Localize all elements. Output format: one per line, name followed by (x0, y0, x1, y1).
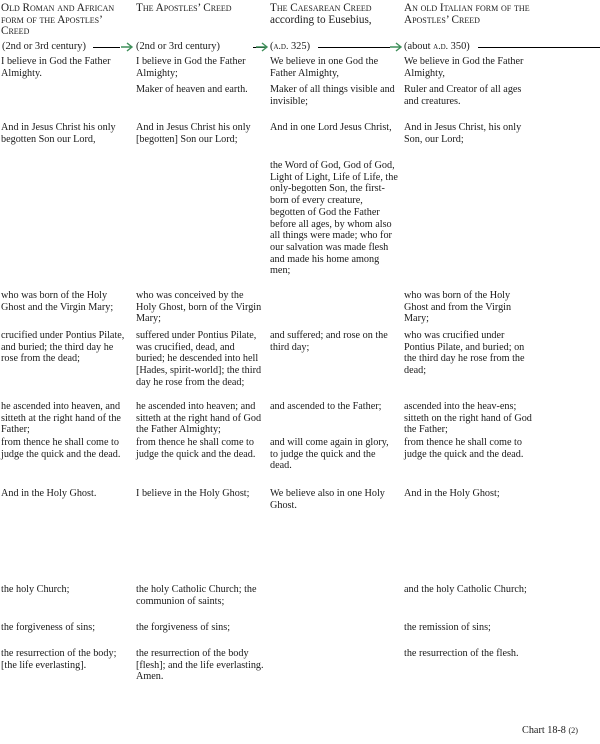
creed-text-caesarean: and ascended to the Father; (270, 401, 382, 412)
date-caesarean-era: a.d. (273, 41, 289, 52)
creed-text-old-roman: the holy Church; (1, 584, 70, 595)
creed-text-apostles: the holy Catholic Church; the communion of saints; (136, 584, 257, 607)
creed-text-old-italian: Ruler and Creator of all ages and creatures. (404, 84, 522, 107)
creed-text-old-roman: the resurrection of the body; [the life everlasting]. (1, 648, 117, 671)
arrow-right-icon (255, 40, 269, 54)
creed-text-old-roman: I believe in God the Father Almighty. (1, 56, 111, 79)
creed-text-apostles: from thence he shall come to judge the quick and the dead. (136, 437, 256, 460)
date-caesarean-prefix: ( (270, 41, 274, 52)
chart-footer (522, 725, 578, 736)
creed-text-apostles: the forgiveness of sins; (136, 622, 231, 633)
creed-text-caesarean: We believe also in one Holy Ghost. (270, 488, 385, 511)
column-heading-caesarean (270, 3, 400, 26)
creed-text-apostles: I believe in the Holy Ghost; (136, 488, 250, 499)
column-heading-old-italian: An old Italian form of the Apostles’ Creed (404, 2, 530, 26)
caesarean-title: The Caesarean Creed (270, 2, 372, 14)
creed-text-caesarean: the Word of God, God of God, Light of Light, Life of Life, the only-begotten Son, the first-born of every creature, begotten of God the Father before all ages, by whom also all things were made; who for our salvation was made flesh and made his home among men; (270, 160, 398, 277)
creed-text-caesarean: and suffered; and rose on the third day; (270, 330, 388, 353)
column-heading-old-roman: Old Roman and African form of the Apostles’ Creed (1, 2, 115, 38)
creed-text-apostles: the resurrection of the body [flesh]; and the life everlasting. Amen. (136, 648, 264, 683)
creed-text-old-roman: the forgiveness of sins; (1, 622, 96, 633)
column-heading-apostles: The Apostles’ Creed (136, 2, 232, 14)
caesarean-subtitle: according to Eusebius, (270, 13, 372, 26)
arrow-right-icon (120, 40, 134, 54)
header-rule (318, 47, 390, 48)
creed-text-old-italian: who was crucified under Pontius Pilate, and buried; on the third day he rose from the dead; (404, 330, 525, 377)
creed-text-old-italian: And in Jesus Christ, his only Son, our Lord; (404, 122, 522, 145)
date-italian-era: a.d. (433, 41, 449, 52)
creed-text-old-roman: who was born of the Holy Ghost and the Virgin Mary; (1, 290, 114, 313)
creed-text-old-italian: the remission of sins; (404, 622, 491, 633)
creed-text-old-italian: the resurrection of the flesh. (404, 648, 519, 659)
creed-text-old-roman: he ascended into heaven, and sitteth at the right hand of the Father; (1, 401, 121, 436)
creed-text-old-italian: ascended into the heav-ens; sitteth on the right hand of God the Father; (404, 401, 532, 436)
date-old-italian (404, 41, 470, 52)
creed-text-old-roman: And in the Holy Ghost. (1, 488, 97, 499)
date-italian-rest: 350) (448, 41, 470, 52)
creed-text-old-roman: crucified under Pontius Pilate, and buried; the third day he rose from the dead; (1, 330, 125, 365)
creed-text-caesarean: We believe in one God the Father Almighty, (270, 56, 379, 79)
creed-text-caesarean: And in one Lord Jesus Christ, (270, 122, 392, 133)
creed-text-apostles: suffered under Pontius Pilate, was crucified, dead, and buried; he descended into hell [Hades, spirit-world]; the third day he rose from the dead; (136, 330, 262, 388)
creed-text-caesarean: Maker of all things visible and invisible; (270, 84, 395, 107)
header-rule (478, 47, 600, 48)
creed-text-old-italian: We believe in God the Father Almighty, (404, 56, 524, 79)
date-caesarean-rest: 325) (288, 41, 311, 52)
creed-text-caesarean: and will come again in glory, to judge the quick and the dead. (270, 437, 389, 472)
date-apostles: (2nd or 3rd century) (136, 41, 220, 52)
arrow-right-icon (389, 40, 403, 54)
header-rule (93, 47, 120, 48)
date-caesarean (270, 41, 310, 52)
date-italian-prefix: (about (404, 41, 434, 52)
creed-text-old-italian: And in the Holy Ghost; (404, 488, 500, 499)
creed-text-old-italian: who was born of the Holy Ghost and from the Virgin Mary; (404, 290, 512, 325)
creed-text-apostles: who was conceived by the Holy Ghost, born of the Virgin Mary; (136, 290, 262, 325)
creed-text-old-italian: from thence he shall come to judge the quick and the dead. (404, 437, 524, 460)
chart-part: (2) (568, 726, 578, 735)
creed-text-apostles: I believe in God the Father Almighty; (136, 56, 246, 79)
creed-text-old-roman: And in Jesus Christ his only begotten Son our Lord, (1, 122, 116, 145)
creed-text-apostles: Maker of heaven and earth. (136, 84, 248, 95)
date-old-roman: (2nd or 3rd century) (2, 41, 86, 52)
chart-number: Chart 18-8 (522, 725, 566, 736)
creed-text-apostles: And in Jesus Christ his only [begotten] Son our Lord; (136, 122, 251, 145)
creed-text-apostles: he ascended into heaven; and sitteth at the right hand of God the Father Almighty; (136, 401, 262, 436)
creed-text-old-italian: and the holy Catholic Church; (404, 584, 527, 595)
creed-text-old-roman: from thence he shall come to judge the quick and the dead. (1, 437, 121, 460)
